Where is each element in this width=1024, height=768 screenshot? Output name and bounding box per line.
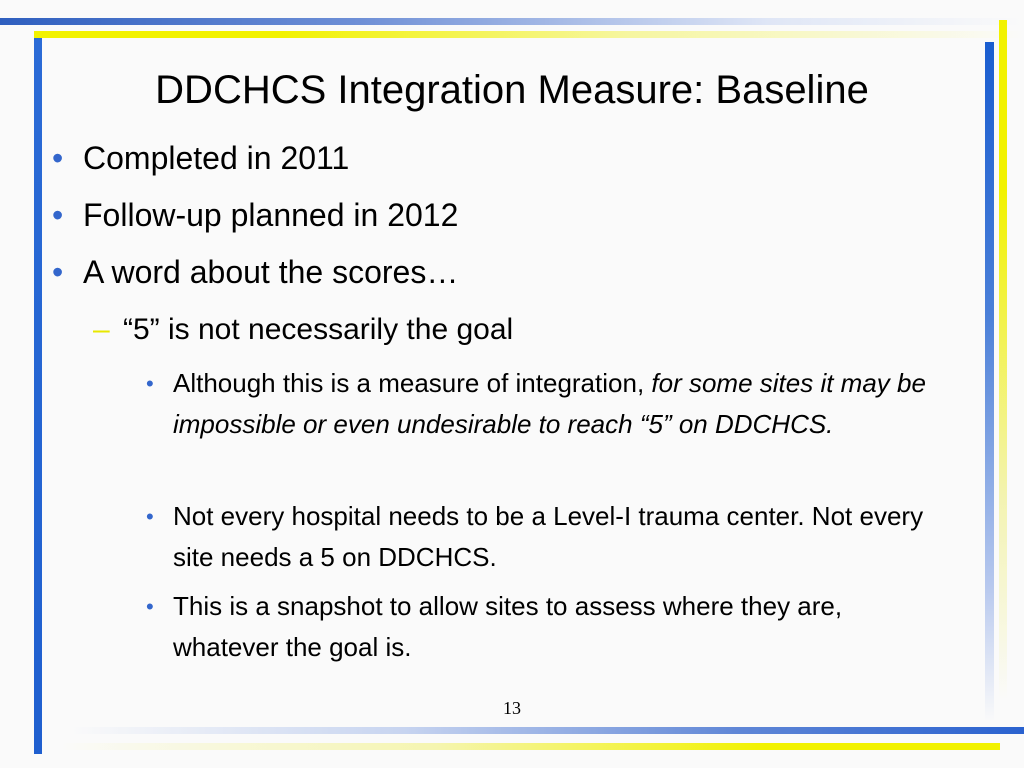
- bottom-yellow-border: [60, 743, 1000, 750]
- bullet-icon: •: [52, 140, 64, 176]
- sub-bullet-item: [93, 312, 513, 348]
- dash-icon: –: [93, 313, 110, 346]
- bullet-text: Follow-up planned in 2012: [83, 197, 459, 233]
- bottom-blue-border: [70, 727, 1024, 734]
- sub-bullet-text: “5” is not necessarily the goal: [123, 313, 514, 346]
- sub-sub-bullet-item: [146, 496, 946, 578]
- bullet-item: [52, 139, 349, 177]
- right-yellow-border: [999, 20, 1007, 700]
- sub-sub-bullet-text: Although this is a measure of integration,: [173, 368, 652, 398]
- top-yellow-border: [34, 31, 1024, 38]
- top-blue-border: [0, 18, 1024, 25]
- bullet-item: [52, 253, 458, 291]
- bullet-text: A word about the scores…: [83, 254, 459, 290]
- bullet-icon: •: [52, 197, 64, 233]
- page-number: 13: [503, 698, 521, 718]
- sub-sub-bullet-item: [146, 363, 946, 445]
- bullet-icon: •: [52, 254, 64, 290]
- sub-sub-bullet-text: This is a snapshot to allow sites to assess where they are, whatever the goal is.: [173, 591, 843, 662]
- bullet-item: [52, 196, 458, 234]
- bullet-icon: •: [146, 594, 154, 619]
- slide-title: DDCHCS Integration Measure: Baseline: [155, 68, 869, 112]
- bullet-icon: •: [146, 371, 154, 396]
- bullet-text: Completed in 2011: [83, 140, 350, 176]
- sub-sub-bullet-text: Not every hospital needs to be a Level-I trauma center. Not every site needs a 5 on DDCHCS.: [173, 501, 924, 572]
- left-blue-border: [34, 38, 42, 754]
- right-blue-border: [985, 42, 994, 722]
- sub-sub-bullet-italic-text: for some sites it may be impossible or even undesirable to reach “5” on DDCHCS.: [173, 368, 926, 439]
- sub-sub-bullet-item: [146, 586, 946, 668]
- bullet-icon: •: [146, 504, 154, 529]
